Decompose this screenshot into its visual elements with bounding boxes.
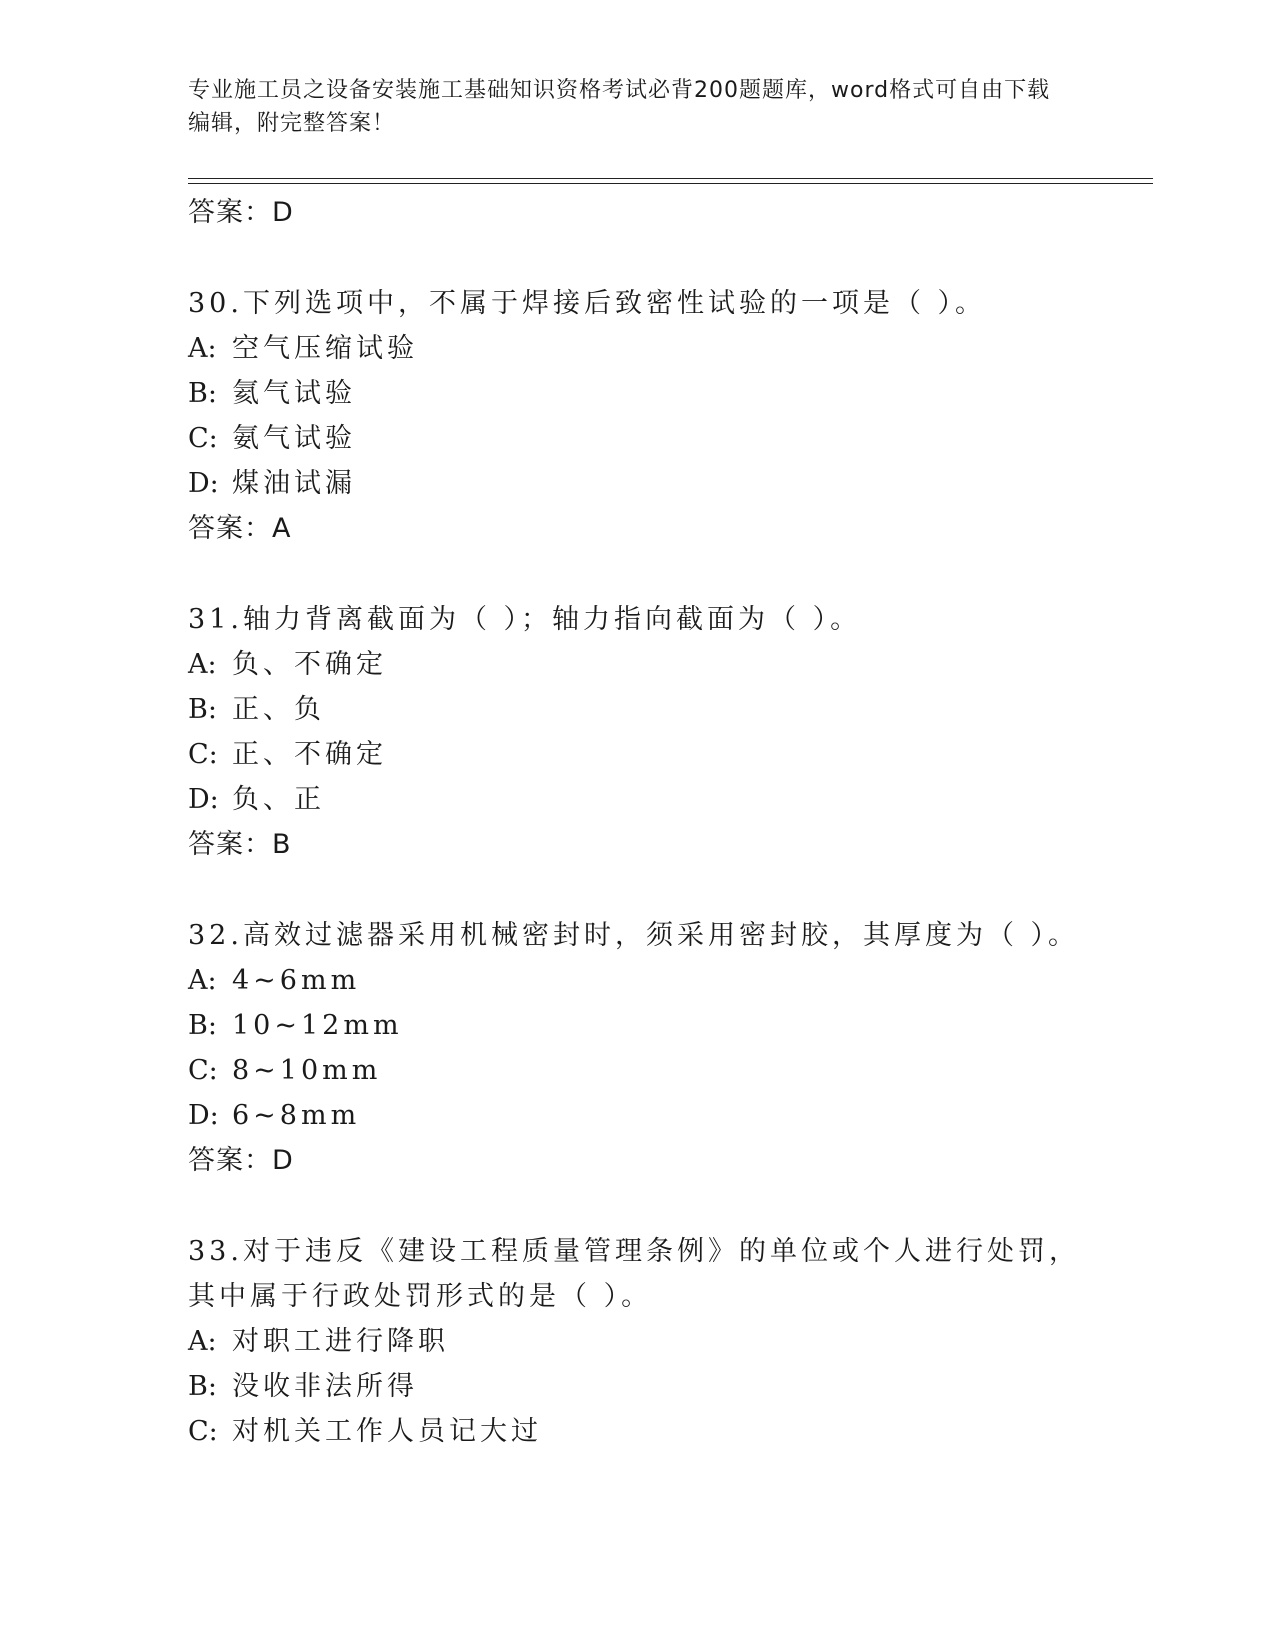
option-text: 负、不确定 (232, 649, 387, 680)
option-c (188, 416, 1088, 461)
option-d (188, 1093, 1088, 1138)
option-key: D: (188, 1100, 219, 1131)
option-text: 10~12mm (232, 1010, 403, 1041)
option-text: 8~10mm (232, 1055, 382, 1086)
option-text: 对职工进行降职 (232, 1326, 449, 1357)
answer-line: 答案：D (188, 1145, 294, 1176)
option-key: A: (188, 965, 217, 996)
option-b (188, 1364, 1088, 1409)
option-key: A: (188, 1326, 217, 1357)
header-divider (188, 178, 1153, 179)
answer-line: 答案：D (188, 197, 294, 228)
header-divider-second (188, 183, 1153, 184)
question-item (188, 281, 1088, 551)
option-key: D: (188, 784, 219, 815)
option-a (188, 1319, 1088, 1364)
option-key: C: (188, 423, 218, 454)
option-key: B: (188, 378, 217, 409)
question-text: 30.下列选项中，不属于焊接后致密性试验的一项是（ ）。 (188, 288, 987, 319)
option-text: 没收非法所得 (232, 1371, 418, 1402)
option-b (188, 687, 1088, 732)
option-a (188, 326, 1088, 371)
option-d (188, 777, 1088, 822)
option-c (188, 1409, 1088, 1454)
option-key: A: (188, 333, 217, 364)
question-item (188, 597, 1088, 867)
option-key: C: (188, 1416, 218, 1447)
option-key: C: (188, 1055, 218, 1086)
option-text: 4~6mm (232, 965, 361, 996)
option-a (188, 958, 1088, 1003)
option-text: 氨气试验 (232, 423, 356, 454)
question-item (188, 913, 1088, 1183)
option-a (188, 642, 1088, 687)
question-item (188, 1229, 1088, 1454)
option-text: 对机关工作人员记大过 (232, 1416, 542, 1447)
option-key: B: (188, 1371, 217, 1402)
option-text: 空气压缩试验 (232, 333, 418, 364)
option-text: 负、正 (232, 784, 325, 815)
option-c (188, 1048, 1088, 1093)
option-key: C: (188, 739, 218, 770)
question-text: 32.高效过滤器采用机械密封时，须采用密封胶，其厚度为（ ）。 (188, 920, 1080, 951)
option-c (188, 732, 1088, 777)
option-text: 6~8mm (232, 1100, 361, 1131)
document-header: 专业施工员之设备安装施工基础知识资格考试必背200题题库，word格式可自由下载编辑，附完整答案！ (188, 78, 1051, 136)
option-d (188, 461, 1088, 506)
question-text: 31.轴力背离截面为（ ）；轴力指向截面为（ ）。 (188, 604, 862, 635)
option-b (188, 1003, 1088, 1048)
option-text: 正、负 (232, 694, 325, 725)
option-text: 煤油试漏 (232, 468, 356, 499)
option-key: D: (188, 468, 219, 499)
question-text: 33.对于违反《建设工程质量管理条例》的单位或个人进行处罚，其中属于行政处罚形式的是（ ）。 (188, 1236, 1080, 1312)
option-key: B: (188, 694, 217, 725)
answer-line: 答案：B (188, 829, 292, 860)
option-text: 氦气试验 (232, 378, 356, 409)
question-list (188, 190, 1088, 1454)
option-key: A: (188, 649, 217, 680)
answer-line: 答案：A (188, 513, 292, 544)
option-text: 正、不确定 (232, 739, 387, 770)
option-key: B: (188, 1010, 217, 1041)
option-b (188, 371, 1088, 416)
